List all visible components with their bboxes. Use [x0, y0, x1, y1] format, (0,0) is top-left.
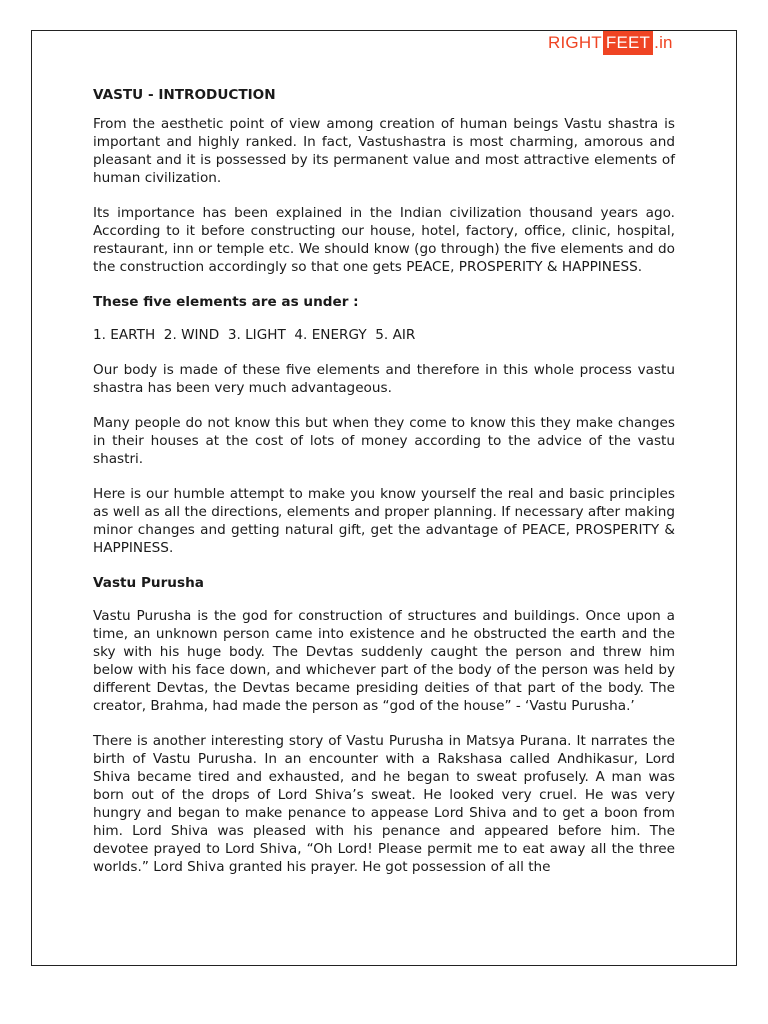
intro-paragraph-2: Its importance has been explained in the Indian civilization thousand years ago. According to it before constructing our house, hotel, factory, office, clinic, hospital, restaurant, inn or temple etc. We should know (go through) the five elements and do the construction accordingly so that one gets PEACE, PROSPERITY & HAPPINESS. — [93, 205, 675, 275]
purusha-paragraph-1: Vastu Purusha is the god for construction of structures and buildings. Once upon a time, an unknown person came into existence and he obstructed the earth and the sky with his huge body. The Devtas suddenly caught the person and threw him below with his face down, and whichever part of the body of the person was held by different Devtas, the Devtas became presiding deities of that part of the body. The creator, Brahma, had made the person as “god of the house” - ‘Vastu Purusha.’ — [93, 608, 675, 714]
intro-paragraph-1: From the aesthetic point of view among creation of human beings Vastu shastra is important and highly ranked. In fact, Vastushastra is most charming, amorous and pleasant and it is possessed by its permanent value and most attractive elements of human civilization. — [93, 116, 675, 186]
purusha-paragraph-2: There is another interesting story of Vastu Purusha in Matsya Purana. It narrates the birth of Vastu Purusha. In an encounter with a Rakshasa called Andhikasur, Lord Shiva became tired and exhausted, and he began to sweat profusely. A man was born out of the drops of Lord Shiva’s sweat. He looked very cruel. He was very hungry and began to make penance to appease Lord Shiva and to get a boon from him. Lord Shiva was pleased with his penance and appeared before him. The devotee prayed to Lord Shiva, “Oh Lord! Please permit me to eat away all the three worlds.” Lord Shiva granted his prayer. He got possession of all the — [93, 733, 675, 875]
logo-right: RIGHT — [548, 33, 602, 52]
logo-domain: .in — [654, 33, 673, 52]
page-title: VASTU - INTRODUCTION — [93, 87, 276, 103]
logo-feet: FEET — [603, 31, 653, 55]
body-paragraph-3: Here is our humble attempt to make you know yourself the real and basic principles as well as all the directions, elements and proper planning. If necessary after making minor changes and getting natural gift, get the advantage of PEACE, PROSPERITY & HAPPINESS. — [93, 486, 675, 556]
elements-list: 1. EARTH 2. WIND 3. LIGHT 4. ENERGY 5. AIR — [93, 327, 416, 343]
document-body — [93, 86, 675, 893]
body-paragraph-1: Our body is made of these five elements and therefore in this whole process vastu shastra has been very much advantageous. — [93, 362, 675, 396]
elements-heading: These five elements are as under : — [93, 294, 359, 310]
rightfeet-logo[interactable] — [548, 31, 673, 55]
body-paragraph-2: Many people do not know this but when they come to know this they make changes in their houses at the cost of lots of money according to the advice of the vastu shastri. — [93, 415, 675, 467]
section-heading-vastu-purusha: Vastu Purusha — [93, 575, 204, 591]
